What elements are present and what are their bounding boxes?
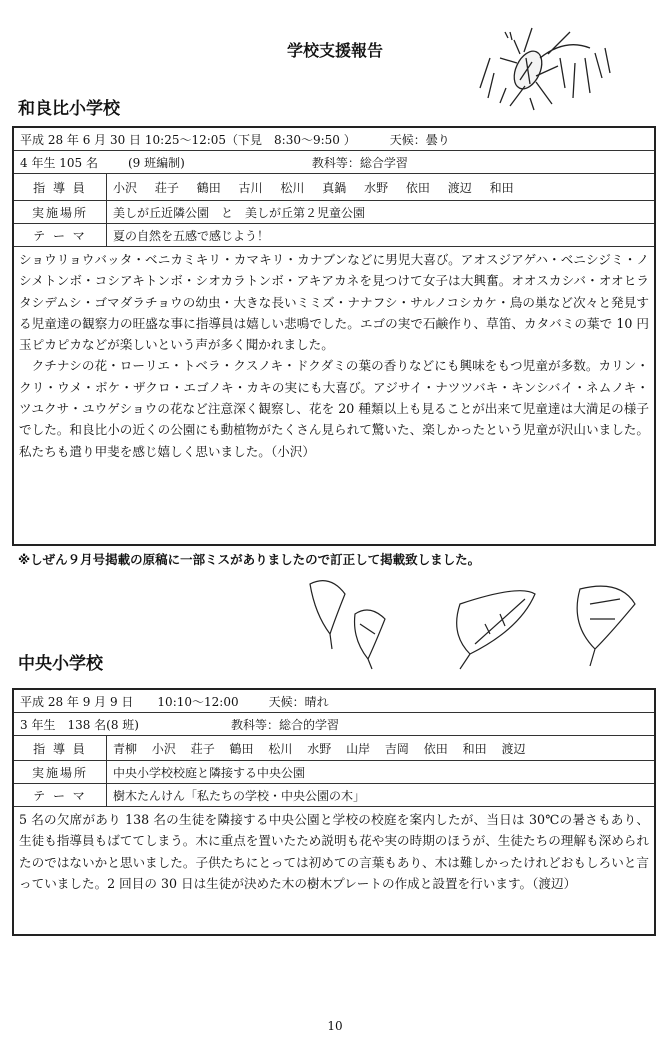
instructor: 和田 — [462, 741, 487, 756]
theme: 樹木たんけん「私たちの学校・中央公園の木」 — [113, 788, 366, 803]
instructor: 松川 — [268, 741, 293, 756]
instructor: 小沢 — [151, 741, 176, 756]
grade: 3 年生 138 名(8 班) — [20, 717, 139, 732]
instructors-list — [107, 740, 531, 757]
instructor: 青柳 — [113, 741, 138, 756]
instructor: 依田 — [423, 741, 448, 756]
instructor: 依田 — [405, 180, 430, 195]
instructor: 水野 — [364, 180, 389, 195]
paragraph: クチナシの花・ローリエ・トベラ・クスノキ・ドクダミの葉の香りなどにも興味をもつ児童が多数。カリン・クリ・ウメ・ボケ・ザクロ・エゴノキ・カキの実にも大喜び。アジサイ・ナツツバキ・キンシバイ・ネムノキ・ツユクサ・ユウゲショウの花など注意深く観察し、花を 20 種類以上も見ることが出来て児童達は大満足の様子でした。和良比小の近くの公園にも動植物がたくさん見られて驚いた、楽しかったという児童が沢山いました。私たちも遣り甲斐を感じ嬉しく思いました。（小沢） — [19, 358, 649, 459]
date-line: 平成 28 年 6 月 30 日 10:25～12:05（下見 8:30～9:50 ） — [20, 132, 356, 147]
date-row — [14, 128, 654, 151]
place-row — [14, 761, 654, 784]
school1-name: 和良比小学校 — [18, 99, 120, 119]
classes: (9 班編制) — [127, 155, 185, 170]
instructor: 荘子 — [154, 180, 179, 195]
correction-note: ※しぜん９月号掲載の原稿に一部ミスがありましたので訂正して掲載致しました。 — [18, 552, 481, 567]
report-body — [14, 807, 654, 898]
place: 中央小学校校庭と隣接する中央公園 — [113, 765, 306, 780]
theme-row — [14, 784, 654, 807]
date-row — [14, 690, 654, 713]
subject: 教科等：総合学習 — [311, 155, 408, 170]
theme: 夏の自然を五感で感じよう！ — [113, 228, 270, 243]
school2-name: 中央小学校 — [18, 654, 103, 674]
instructor: 渡辺 — [501, 741, 526, 756]
instructor: 真鍋 — [322, 180, 347, 195]
theme-label: テ ー マ — [14, 784, 107, 806]
place-label: 実施場所 — [14, 761, 107, 783]
instructor: 山岸 — [346, 741, 371, 756]
cricket-illustration — [470, 18, 620, 113]
grade-row — [14, 713, 654, 736]
place: 美しが丘近隣公園 と 美しが丘第２児童公園 — [113, 205, 366, 220]
leaves-illustration — [290, 574, 650, 674]
instructors-label: 指 導 員 — [14, 174, 107, 200]
report-body — [14, 247, 654, 466]
instructor: 古川 — [238, 180, 263, 195]
instructor: 鶴田 — [229, 741, 254, 756]
theme-label: テ ー マ — [14, 224, 107, 246]
grade-row — [14, 151, 654, 174]
instructor: 和田 — [489, 180, 514, 195]
instructor: 松川 — [280, 180, 305, 195]
instructors-list — [107, 179, 520, 196]
page-title: 学校支援報告 — [286, 41, 383, 60]
weather: 天候：晴れ — [268, 694, 329, 709]
instructor: 鶴田 — [196, 180, 221, 195]
instructor: 吉岡 — [384, 741, 409, 756]
paragraph: 5 名の欠席があり 138 名の生徒を隣接する中央公園と学校の校庭を案内したが、当日は 30℃の暑さもあり、生徒も指導員もばててしまう。木に重点を置いたため説明も花や実の時期のほうが、生徒たちの理解も深められたのではないかと思いました。子供たちにとっては初めての言葉もあり、木は難しかったけれどおもしろいと言っていました。2 回目の 30 日は生徒が決めた木の樹木プレートの作成と設置を行います。（渡辺） — [19, 812, 649, 891]
theme-row — [14, 224, 654, 247]
instructor: 渡辺 — [447, 180, 472, 195]
instructors-row — [14, 736, 654, 761]
instructor: 水野 — [307, 741, 332, 756]
place-label: 実施場所 — [14, 201, 107, 223]
paragraph: ショウリョウバッタ・ベニカミキリ・カマキリ・カナブンなどに男児大喜び。アオスジアゲハ・ベニシジミ・ノシメトンボ・コシアキトンボ・シオカラトンボ・アキアカネを見つけて女子は大興奮。オオスカシバ・オオヒラタシデムシ・ゴマダラチョウの幼虫・大きな長いミミズ・ナナフシ・サルノコシカケ・鳥の巣など次々と発見する児童達の観察力の旺盛な事に指導員は嬉しい悲鳴でした。エゴの実で石鹸作り、草笛、カタバミの葉で 10 円玉ピカピカなどが楽しいという声が多く聞かれました。 — [19, 252, 649, 353]
subject: 教科等：総合的学習 — [230, 717, 339, 732]
school2-report-table — [12, 688, 656, 936]
instructor: 荘子 — [190, 741, 215, 756]
weather: 天候：曇り — [389, 132, 450, 147]
grade: 4 年生 105 名 — [20, 155, 98, 170]
place-row — [14, 201, 654, 224]
instructor: 小沢 — [113, 180, 138, 195]
school1-report-table — [12, 126, 656, 546]
date-line: 平成 28 年 9 月 9 日 10:10～12:00 — [20, 694, 239, 709]
instructors-row — [14, 174, 654, 201]
page-number: 10 — [327, 1019, 343, 1033]
instructors-label: 指 導 員 — [14, 736, 107, 760]
